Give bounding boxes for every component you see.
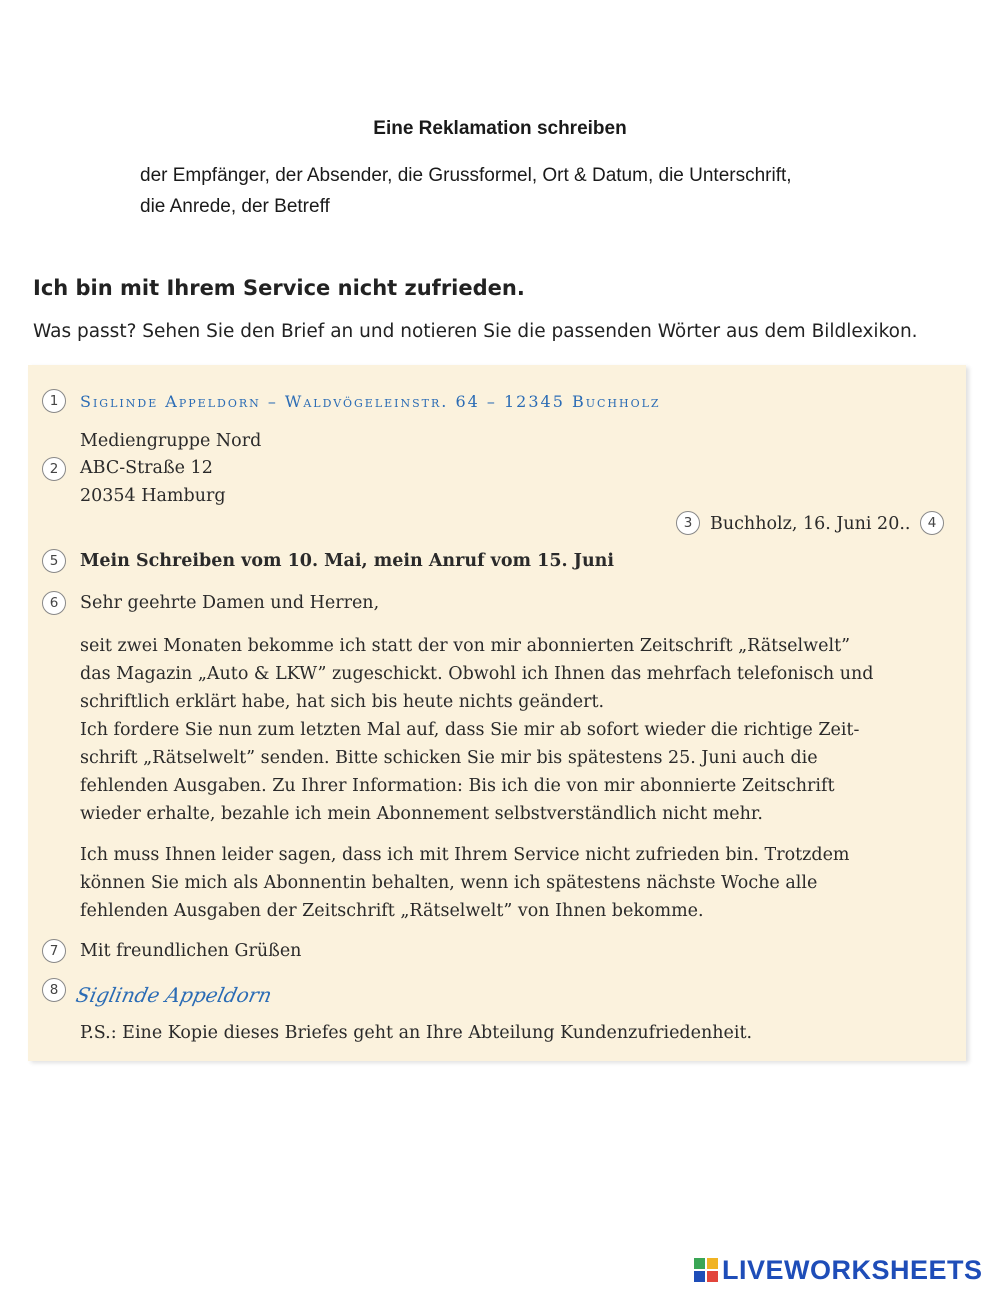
marker-3: 3 [676, 511, 700, 535]
body-line: Ich muss Ihnen leider sagen, dass ich mit Ihrem Service nicht zufrieden bin. Trotzdem [80, 845, 850, 865]
body-line: wieder erhalte, bezahle ich mein Abonnement selbstverständlich nicht mehr. [80, 804, 763, 824]
body-line: fehlenden Ausgaben. Zu Ihrer Information: Bis ich die von mir abonnierte Zeitschrift [80, 776, 835, 796]
closing-formula: Mit freundlichen Grüßen [80, 941, 302, 961]
marker-5: 5 [42, 549, 66, 573]
marker-7: 7 [42, 939, 66, 963]
body-line: Ich fordere Sie nun zum letzten Mal auf, dass Sie mir ab sofort wieder die richtige Zeit- [80, 720, 860, 740]
place-date: Buchholz, 16. Juni 20.. [710, 514, 911, 534]
postscript: P.S.: Eine Kopie dieses Briefes geht an Ihre Abteilung Kundenzufriedenheit. [80, 1023, 753, 1043]
sender-line: Siglinde Appeldorn – Waldvögeleinstr. 64 – 12345 Buchholz [80, 392, 661, 411]
signature-text: Siglinde Appeldorn [73, 983, 274, 1007]
body-line: schriftlich erklärt habe, hat sich bis heute nichts geändert. [80, 692, 605, 712]
marker-1: 1 [42, 389, 66, 413]
salutation: Sehr geehrte Damen und Herren, [80, 593, 380, 613]
body-line: fehlenden Ausgaben der Zeitschrift „Rätselwelt” von Ihnen bekomme. [80, 901, 704, 921]
subject-line: Mein Schreiben vom 10. Mai, mein Anruf vom 15. Juni [80, 551, 615, 571]
body-line: seit zwei Monaten bekomme ich statt der von mir abonnierten Zeitschrift „Rätselwelt” [80, 636, 851, 656]
body-paragraph-1 [80, 632, 873, 828]
body-line: schrift „Rätselwelt” senden. Bitte schicken Sie mir bis spätestens 25. Juni auch die [80, 748, 818, 768]
body-line: können Sie mich als Abonnentin behalten, wenn ich spätestens nächste Woche alle [80, 873, 818, 893]
exercise-heading: Ich bin mit Ihrem Service nicht zufrieden. [33, 276, 525, 300]
body-paragraph-2 [80, 841, 850, 925]
marker-8: 8 [42, 978, 66, 1002]
recipient-city: 20354 Hamburg [80, 486, 226, 506]
marker-2: 2 [42, 457, 66, 481]
logo-text: LIVEWORKSHEETS [722, 1254, 983, 1285]
body-line: das Magazin „Auto & LKW” zugeschickt. Obwohl ich Ihnen das mehrfach telefonisch und [80, 664, 874, 684]
recipient-name: Mediengruppe Nord [80, 431, 262, 451]
liveworksheets-logo [694, 1256, 983, 1284]
page-title: Eine Reklamation schreiben [373, 118, 627, 139]
signature-image [73, 978, 274, 1012]
marker-4: 4 [920, 511, 944, 535]
marker-6: 6 [42, 591, 66, 615]
exercise-instruction: Was passt? Sehen Sie den Brief an und notieren Sie die passenden Wörter aus dem Bildlexikon. [33, 321, 918, 342]
word-bank: der Empfänger, der Absender, die Grussformel, Ort & Datum, die Unterschrift, die Anrede, der Betreff [140, 165, 792, 217]
recipient-street: ABC-Straße 12 [80, 458, 213, 478]
liveworksheets-logo-icon [694, 1258, 718, 1282]
